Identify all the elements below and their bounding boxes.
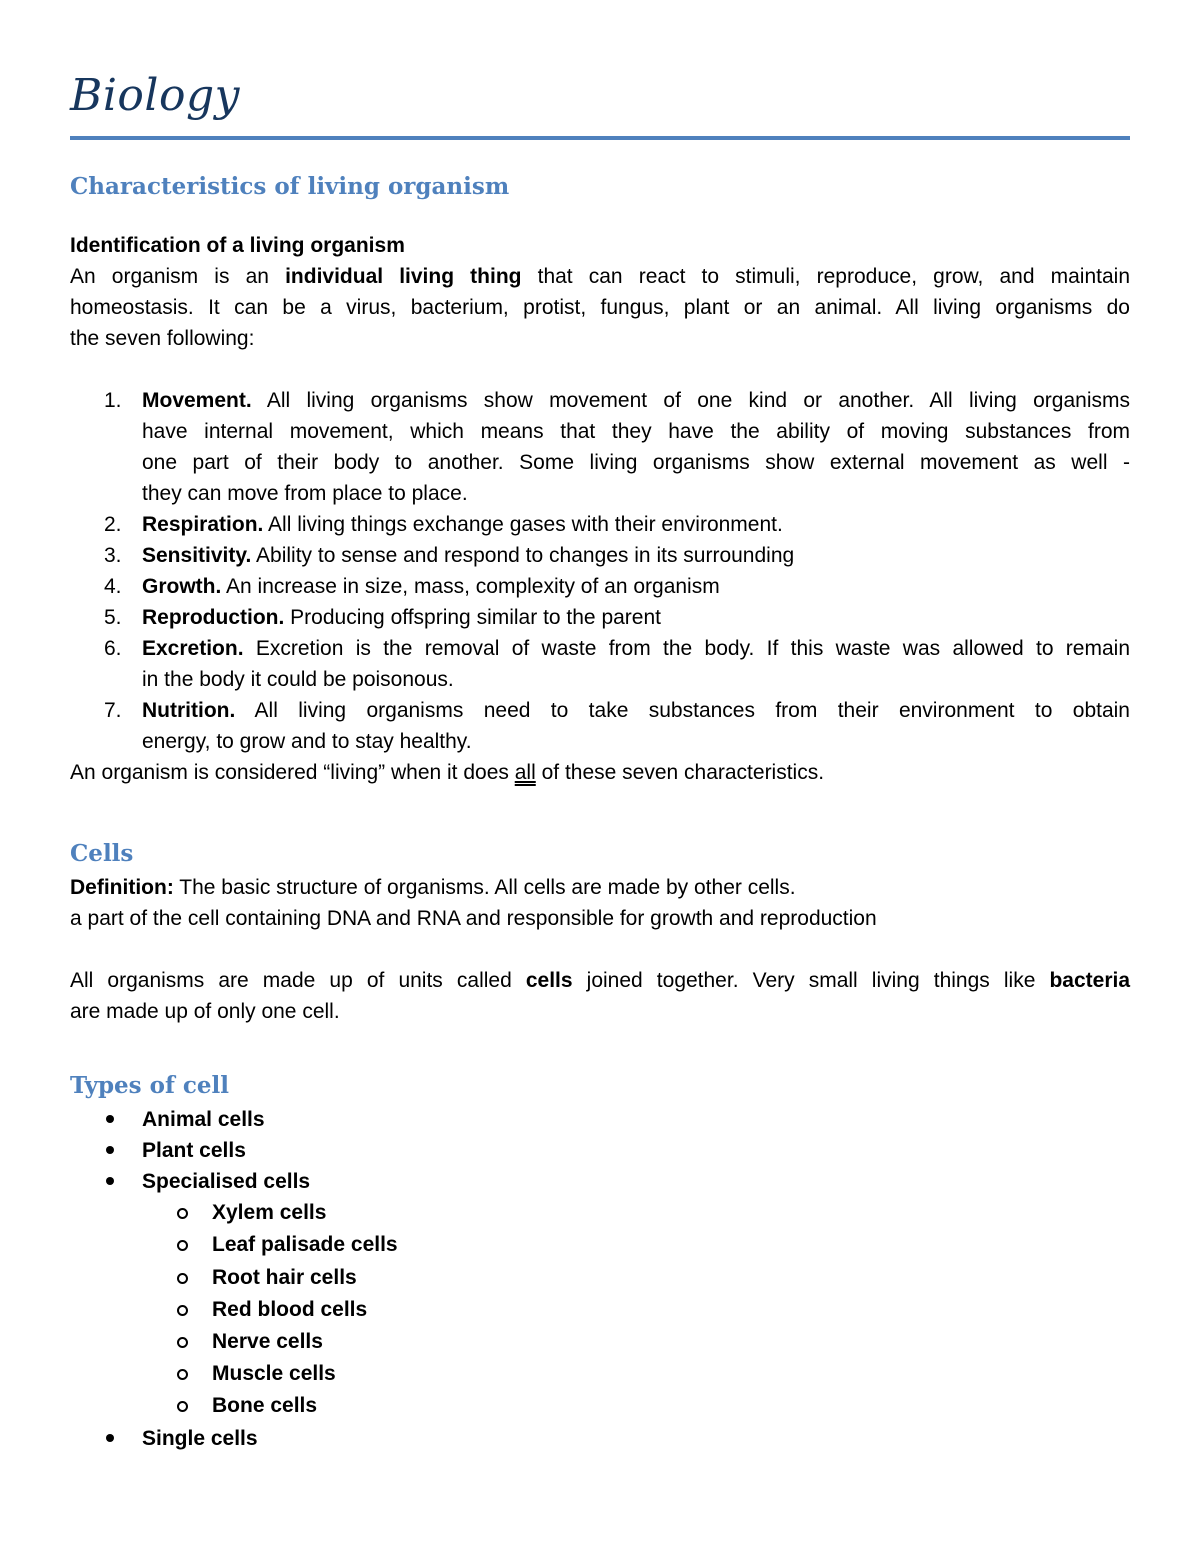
intro-line-1 — [70, 261, 1130, 292]
sub-item-bone-cells: Bone cells — [212, 1394, 318, 1417]
list-item-reproduction — [142, 602, 1130, 633]
list-item-plant-cells: Plant cells — [142, 1139, 246, 1162]
circle-bullet-icon — [176, 1390, 190, 1422]
list-item-line: in the body it could be poisonous. — [142, 668, 454, 691]
list-term: Respiration. — [142, 513, 264, 536]
circle-bullet-icon — [176, 1229, 190, 1261]
list-number: 4. — [104, 575, 122, 598]
intro-emphasis: individual living thing — [285, 265, 522, 288]
section-heading-cells: Cells — [70, 840, 134, 867]
sub-item-nerve-cells: Nerve cells — [212, 1330, 323, 1353]
circle-bullet-icon — [176, 1262, 190, 1294]
list-item-line: energy, to grow and to stay healthy. — [142, 730, 472, 753]
circle-bullet-icon — [176, 1358, 190, 1390]
list-number: 6. — [104, 637, 122, 660]
list-text: An increase in size, mass, complexity of an organism — [226, 575, 720, 598]
sub-item-muscle-cells: Muscle cells — [212, 1362, 336, 1385]
list-number: 2. — [104, 513, 122, 536]
intro-line-3: the seven following: — [70, 327, 255, 350]
list-text: Excretion is the removal of waste from the body. If this waste was allowed to remain — [255, 637, 1131, 660]
title-divider — [70, 136, 1130, 140]
section-heading-types-of-cell: Types of cell — [70, 1072, 229, 1099]
sub-item-red-blood-cells: Red blood cells — [212, 1298, 368, 1321]
list-text: Producing offspring similar to the parent — [290, 606, 661, 629]
list-number: 7. — [104, 699, 122, 722]
section-heading-characteristics: Characteristics of living organism — [70, 173, 510, 200]
list-term: Excretion. — [142, 637, 244, 660]
list-item-movement — [142, 385, 1130, 416]
intro-text: that can react to stimuli, reproduce, grow, and maintain — [537, 265, 1130, 288]
list-item-line: one part of their body to another. Some living organisms show external movement as well - — [142, 451, 1130, 474]
list-number: 1. — [104, 389, 122, 412]
sub-item-xylem-cells: Xylem cells — [212, 1201, 327, 1224]
list-item-single-cells: Single cells — [142, 1427, 258, 1450]
list-term: Nutrition. — [142, 699, 236, 722]
definition-text: The basic structure of organisms. All cells are made by other cells. — [179, 876, 796, 899]
intro-line-2: homeostasis. It can be a virus, bacterium, protist, fungus, plant or an animal. All living organisms do — [70, 296, 1130, 319]
list-item-growth — [142, 571, 1130, 602]
list-item-excretion — [142, 633, 1130, 664]
list-text: All living organisms need to take substances from their environment to obtain — [254, 699, 1130, 722]
list-term: Sensitivity. — [142, 544, 252, 567]
list-item-nutrition — [142, 695, 1130, 726]
bullet-icon — [104, 1104, 118, 1135]
paragraph-emphasis: bacteria — [1049, 969, 1131, 992]
cells-definition — [70, 872, 1130, 903]
sub-item-leaf-palisade-cells: Leaf palisade cells — [212, 1233, 398, 1256]
circle-bullet-icon — [176, 1197, 190, 1229]
list-number: 5. — [104, 606, 122, 629]
cells-paragraph-line-2: are made up of only one cell. — [70, 1000, 340, 1023]
document-title: Biology — [70, 70, 240, 121]
list-item-sensitivity — [142, 540, 1130, 571]
bullet-icon — [104, 1166, 118, 1197]
list-item-animal-cells: Animal cells — [142, 1108, 265, 1131]
list-term: Growth. — [142, 575, 222, 598]
closing-emphasis: all — [514, 761, 536, 784]
closing-sentence — [70, 757, 1130, 788]
subheading-identification: Identification of a living organism — [70, 234, 405, 257]
list-item-specialised-cells: Specialised cells — [142, 1170, 311, 1193]
list-item-line: have internal movement, which means that they have the ability of moving substances from — [142, 420, 1130, 443]
cells-paragraph-line-1 — [70, 965, 1130, 996]
definition-label: Definition: — [70, 876, 174, 899]
bullet-icon — [104, 1135, 118, 1166]
list-item-respiration — [142, 509, 1130, 540]
paragraph-text: All organisms are made up of units called — [70, 969, 512, 992]
sub-item-root-hair-cells: Root hair cells — [212, 1266, 357, 1289]
list-text: All living organisms show movement of one kind or another. All living organisms — [266, 389, 1130, 412]
list-term: Reproduction. — [142, 606, 285, 629]
paragraph-text: joined together. Very small living things like — [586, 969, 1036, 992]
list-number: 3. — [104, 544, 122, 567]
list-item-line: they can move from place to place. — [142, 482, 468, 505]
closing-text: An organism is considered “living” when it does — [70, 761, 509, 784]
circle-bullet-icon — [176, 1294, 190, 1326]
closing-text: of these seven characteristics. — [541, 761, 825, 784]
list-text: Ability to sense and respond to changes in its surrounding — [256, 544, 795, 567]
list-text: All living things exchange gases with their environment. — [268, 513, 783, 536]
list-term: Movement. — [142, 389, 252, 412]
bullet-icon — [104, 1423, 118, 1454]
paragraph-emphasis: cells — [525, 969, 573, 992]
circle-bullet-icon — [176, 1326, 190, 1358]
cells-definition-line-2: a part of the cell containing DNA and RNA and responsible for growth and reproduction — [70, 907, 877, 930]
intro-text: An organism is an — [70, 265, 269, 288]
